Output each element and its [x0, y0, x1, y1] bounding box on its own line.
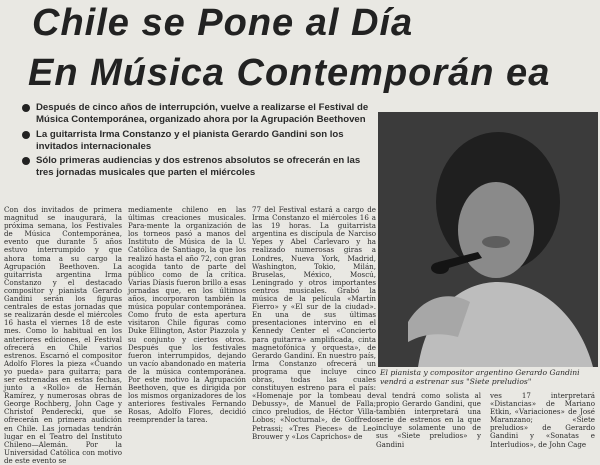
portrait-photo — [378, 112, 598, 367]
continuation-column-1 — [376, 391, 481, 449]
summary-bullet-text: Sólo primeras audiencias y dos estrenos absolutos se ofrecerán en las tres jornadas musicales que parten el miércoles — [36, 155, 361, 179]
article-body — [4, 205, 376, 465]
article-column-3 — [252, 205, 376, 441]
continuation-column-2 — [490, 391, 595, 449]
article-column-text: Con dos invitados de primera magnitud se inaugurará, la próxima semana, los Festivales de Música Contemporánea, evento que durante 5 años estuvo interrumpido y que ahora toma a su cargo la Agrupación Beethoven. La guitarrista argentina Irma Constanzo y el destacado compositor y pianista Gerardo Gandini serán los figuras centrales de estas jornadas que se realizarán desde el miércoles 16 hasta el viernes 18 de este mes. Como lo habitual en los anteriores ediciones, el Festival ofrecerá en Chile varios estrenos. Escarnó el compositor Adolfo Flores la pieza «Cuando yo pueda» para guitarra; para ser estrenadas en estas fechas, junto a «Rollo» de Hernán Ramírez, y numerosas obras de George Rochberg, John Cage y Christof Penderecki, que se ofrecerán en primera audición en Chile. Las jornadas tendrán lugar en el Teatro del Instituto Chileno—Alemán. Por la Universidad Católica con motivo de este evento se — [4, 205, 122, 465]
continuation-text: val tendrá como solista al propio Gerardo Gandini, que también interpretará una serie de estrenos en la que incluye solamente uno de sus «Siete preludios» y Gandini — [376, 391, 481, 449]
bullet-dot-icon — [22, 131, 30, 139]
article-column-1 — [4, 205, 122, 465]
summary-bullet-text: La guitarrista Irma Constanzo y el pianista Gerardo Gandini son los invitados internacionales — [36, 128, 344, 152]
summary-bullet-text: Después de cinco años de interrupción, vuelve a realizarse el Festival de Música Contemporánea, organizado ahora por la Agrupación Beethoven — [36, 102, 369, 126]
summary-bullets — [22, 102, 372, 182]
continuation-text: ves 17 interpretará «Distancias» de Mariano Etkin, «Variaciones» de José Maranzano; «Siete preludios» de Gerardo Gandini y «Sonatas e Interludios», de John Cage — [490, 391, 595, 449]
summary-bullet — [22, 102, 372, 127]
article-column-text: mediamente chileno en las últimas creaciones musicales. Para-mente la organización de los torneos pasó a manos del Instituto de Música de la U. Católica de Santiago, la que los realizó hasta el año 72, con gran acogida tanto de parte del público como de la crítica. Varias Díasis fueron brillo a esas jornadas que, en los últimos años, incorporaron también la música popular contemporánea. Como fruto de esta apertura visitaron Chile figuras como Duke Ellington, Astor Piazzola y su conjunto y ciertos otros. Después que los festivales fueron interrumpidos, dejando un vacío abandonado en materia de la música contemporánea. Por este motivo la Agrupación Beethoven, que es dirigida por los mismos organizadores de los anteriores festivales Fernando Rosas, Adolfo Flores, decidió reemprender la tarea. — [128, 205, 246, 425]
article-continuation — [376, 391, 598, 449]
bullet-dot-icon — [22, 104, 30, 112]
pianist-portrait-image — [378, 112, 598, 367]
headline-line-1: Chile se Pone al Día — [32, 2, 414, 44]
article-column-2 — [128, 206, 246, 424]
summary-bullet — [22, 129, 372, 154]
photo-caption: El pianista y compositor argentino Gerardo Gandini vendrá a estrenar sus "Siete preludios" — [380, 368, 580, 386]
bullet-dot-icon — [22, 157, 30, 165]
summary-bullet — [22, 155, 372, 180]
headline-line-2: En Música Contemporán ea — [28, 52, 551, 94]
article-column-text: 77 del Festival estará a cargo de Irma Constanzo el miércoles 16 a las 19 horas. La guitarrista argentina es discípula de Narciso Yepes y Abel Carlevaro y ha realizado numerosas giras a Londres, Nueva York, Madrid, Washington, Tokio, Milán, Bruselas, México, Moscú, Leningrado y otros importantes centros musicales. Grabó la música de la película «Martín Fierro» y «El sur de la ciudad». En una de sus últimas presentaciones intervino en el Kennedy Center el «Concierto para guitarra» amplificada, cinta magnetofónica y orquesta», de Gerardo Gandini. En nuestro país, Irma Constanzo ofrecerá un programa que incluye cinco obras, todas las cuales constituyen estreno para el país: «Homenaje por la tombeau de Debussy», de Manuel de Falla; cinco preludios, de Héctor Villa-Lobos; «Nocturnal», de Goffredo Petrassi; «Tres Pieces» de Leo Brouwer y «Los Caprichos» de — [252, 205, 376, 441]
